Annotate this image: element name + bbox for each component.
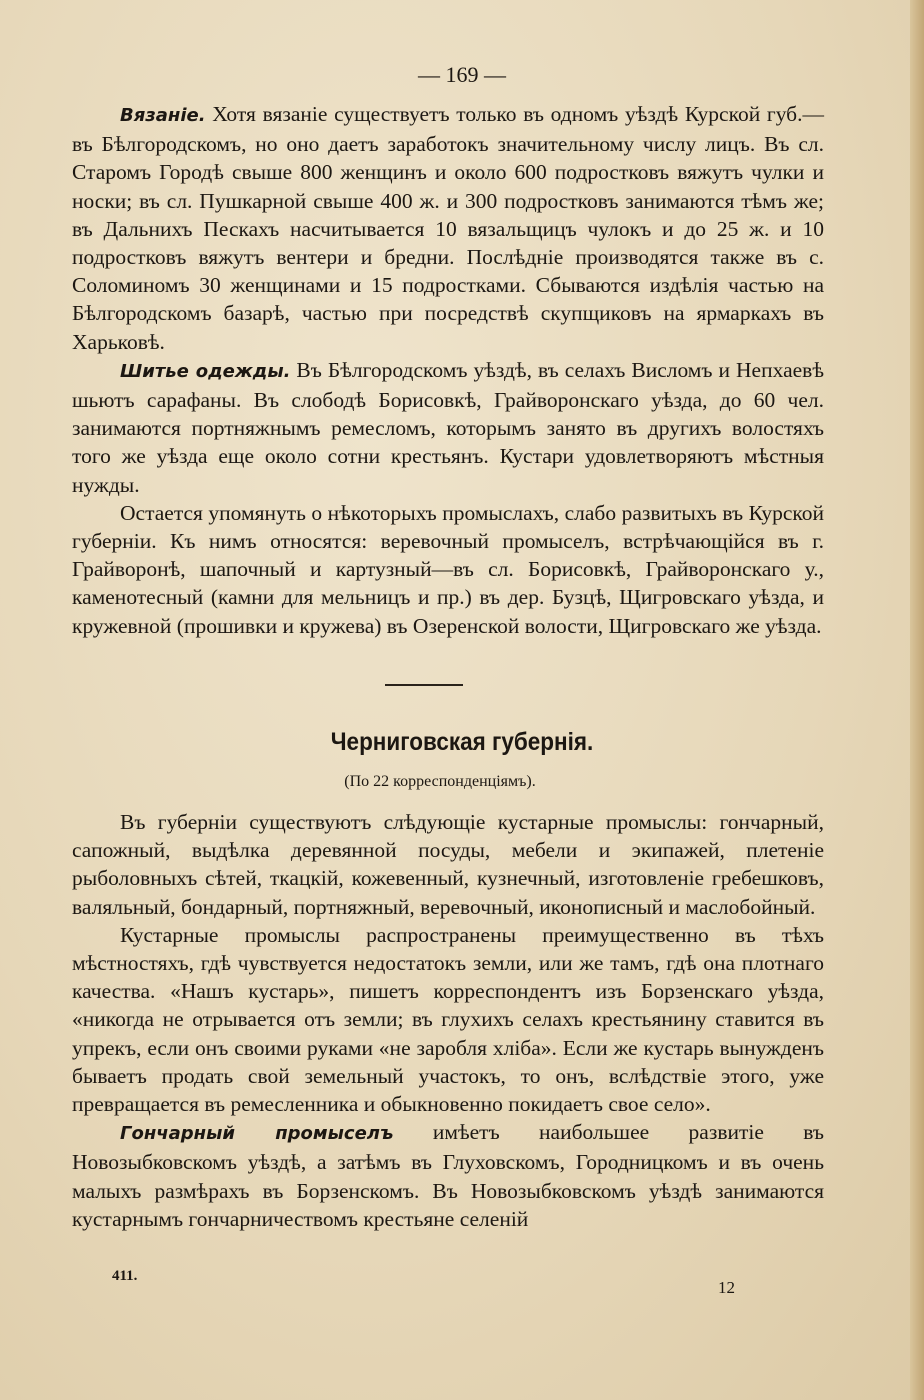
section-subtitle: (По 22 корреспонденціямъ). bbox=[344, 773, 536, 790]
paragraph-lead: Гончарный промыселъ bbox=[120, 1123, 394, 1145]
page-number: — 169 — bbox=[418, 62, 506, 87]
section-divider bbox=[385, 684, 463, 686]
printer-signature: 411. bbox=[112, 1268, 138, 1284]
paragraph-text: Остается упомянуть о нѣкоторыхъ промыслахъ, слабо развитыхъ въ Курской губерніи. Къ нимъ относятся: веревочный промыселъ, встрѣчающійся въ г. Грайворонѣ, шапочный и картузный—въ сл. Борисовкѣ, Грайворонскаго у., каменотесный (камни для мельницъ и пр.) въ дер. Бузцѣ, Щигровскаго уѣзда, и кружевной (прошивки и кружева) въ Озеренской волости, Щигровскаго же уѣзда. bbox=[72, 500, 824, 638]
paragraph-text: имѣетъ наибольшее развитіе въ Новозыбковскомъ уѣздѣ, а затѣмъ въ Глуховскомъ, Городницкомъ и въ очень малыхъ размѣрахъ въ Борзенскомъ. Въ Новозыбковскомъ уѣздѣ занимаются кустарнымъ гончарничествомъ крестьяне селеній bbox=[72, 1120, 824, 1231]
paragraph-text: Кустарные промыслы распространены преимущественно въ тѣхъ мѣстностяхъ, гдѣ чувствуется недостатокъ земли, или же тамъ, гдѣ она плотнаго качества. «Нашъ кустарь», пишетъ корреспондентъ изъ Борзенскаго уѣзда, «никогда не отрывается отъ земли; въ глухихъ селахъ крестьянину ставится въ упрекъ, если онъ своими руками «не заробля хліба». Если же кустарь вынужденъ бываетъ продать свой земельный участокъ, то онъ, вслѣдствіе этого, уже превращается въ ремесленника и обыкновенно покидаетъ свое село». bbox=[72, 922, 824, 1117]
paragraph-lead: Шитье одежды. bbox=[120, 360, 291, 382]
paragraph-distribution bbox=[72, 921, 824, 1118]
paragraph-sewing bbox=[72, 356, 824, 499]
paragraph-text: Въ губерніи существуютъ слѣдующіе кустарные промыслы: гончарный, сапожный, выдѣлка деревянной посуды, мебели и экипажей, плетеніе рыболовныхъ сѣтей, ткацкій, кожевенный, кузнечный, изготовленіе гребешковъ, валяльный, бондарный, портняжный, веревочный, иконописный и маслобойный. bbox=[72, 810, 824, 919]
paragraph-text: Въ Бѣлгородскомъ уѣздѣ, въ селахъ Висломъ и Непхаевѣ шьютъ сарафаны. Въ слободѣ Борисовкѣ, Грайворонскаго уѣзда, до 60 чел. занимаются портняжнымъ ремесломъ, которымъ занято въ другихъ волостяхъ того же уѣзда еще около сотни крестьянъ. Кустари удовлетворяютъ мѣстныя нужды. bbox=[72, 357, 824, 497]
paragraph-trades-list bbox=[72, 808, 824, 921]
text-block-chernigov bbox=[72, 808, 824, 1233]
sheet-number: 12 bbox=[718, 1278, 735, 1297]
section-title: Черниговская губернія. bbox=[330, 728, 594, 756]
paragraph-knitting bbox=[72, 100, 824, 356]
paragraph-lead: Вязаніе. bbox=[120, 105, 206, 126]
paragraph-pottery bbox=[72, 1118, 824, 1233]
paragraph-other-trades bbox=[72, 499, 824, 640]
page-edge bbox=[910, 0, 924, 1400]
text-block-kursk bbox=[72, 100, 824, 640]
paragraph-text: Хотя вязаніе существуетъ только въ одномъ уѣздѣ Курской губ.—въ Бѣлгородскомъ, но оно даетъ заработокъ значительному числу лицъ. Въ сл. Старомъ Городѣ свыше 800 женщинъ и около 600 подростковъ вяжутъ чулки и носки; въ сл. Пушкарной свыше 400 ж. и 300 подростковъ занимаются тѣмъ же; въ Дальнихъ Пескахъ насчитывается 10 вязальщицъ чулокъ и до 25 ж. и 10 подростковъ вяжутъ вентери и бредни. Послѣдніе производятся также въ с. Соломиномъ 30 женщинами и 15 подростками. Сбываются издѣлія частью на Бѣлгородскомъ базарѣ, частью при посредствѣ скупщиковъ на ярмаркахъ въ Харьковѣ. bbox=[72, 102, 824, 354]
